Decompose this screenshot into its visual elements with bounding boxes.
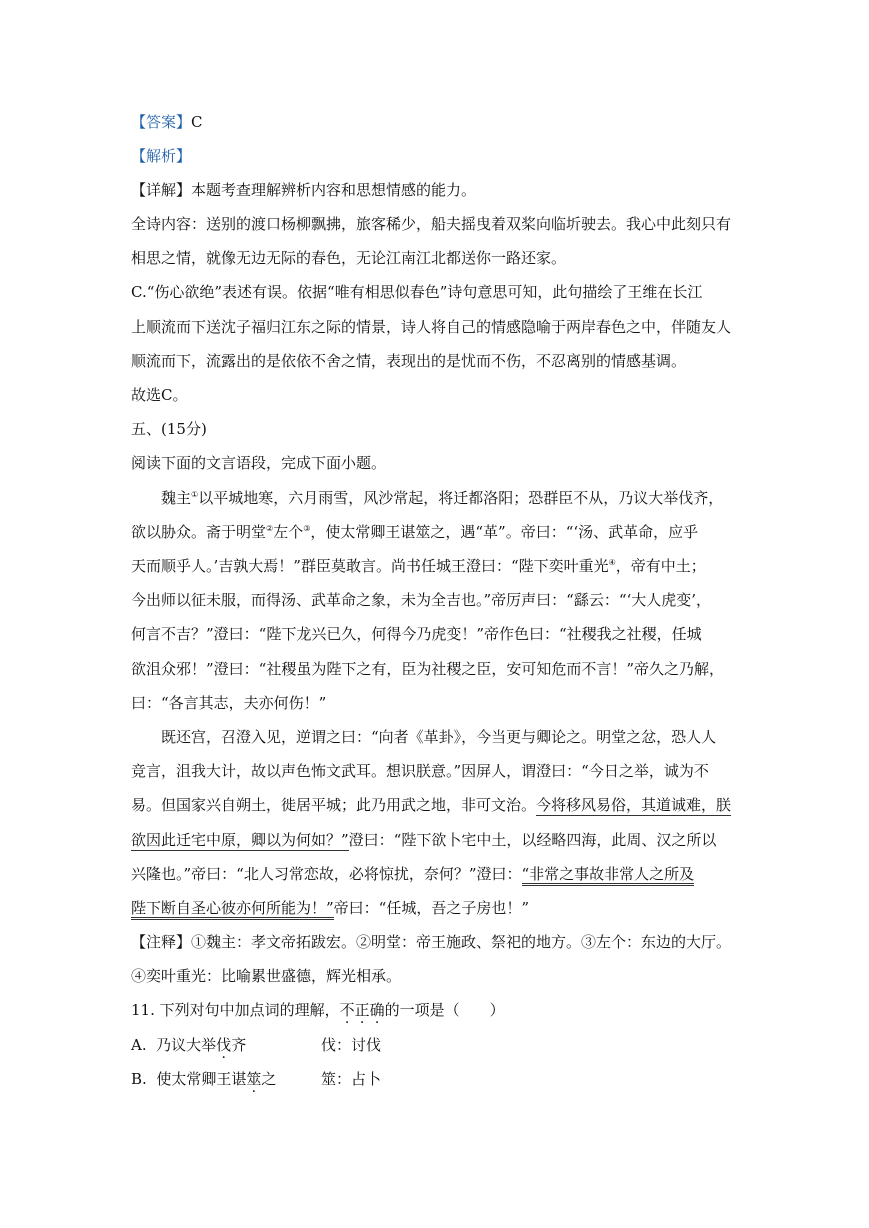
option-text: 齐 — [231, 1036, 247, 1054]
answer-value: C — [191, 113, 203, 131]
dotted-word: 筮 — [246, 1070, 262, 1088]
option-a — [131, 1035, 741, 1055]
passage-text: 澄曰：“陛下欲卜宅中土，以经略四海，此周、汉之所以 — [348, 831, 717, 849]
conclusion: 故选C。 — [131, 386, 188, 404]
detail-label: 【详解】 — [131, 181, 192, 199]
answer-label: 【答案】 — [131, 113, 192, 131]
passage-text: 以平城地寒，六月雨雪，风沙常起，将迁都洛阳；恐群臣不从，乃议大举伐齐， — [198, 489, 724, 507]
option-text: 乃议大举 — [156, 1036, 217, 1054]
double-underlined-sentence: 陛下断自圣心彼亦何所能为！” — [131, 899, 334, 920]
question-11 — [131, 1000, 741, 1020]
instruction: 阅读下面的文言语段，完成下面小题。 — [131, 454, 387, 472]
passage2-line-2: 竞言，沮我大计，故以声色怖文武耳。想识朕意。”因屏人，谓澄曰：“今日之举，诚为不 — [131, 762, 709, 780]
passage-text: 魏主 — [161, 489, 192, 507]
emphasis-char: 不 — [339, 1001, 355, 1019]
option-gloss: 筮：占卜 — [321, 1070, 382, 1088]
option-label: A. — [131, 1036, 147, 1054]
passage2-line-4 — [131, 830, 741, 850]
footnote-marker: ② — [266, 524, 274, 533]
option-c-line-2: 上顺流而下送沈子福归江东之际的情景，诗人将自己的情感隐喻于两岸春色之中，伴随友人 — [131, 318, 732, 336]
option-text: 之 — [261, 1070, 277, 1088]
passage-text: ，使太常卿王谌筮之，遇“革”。帝曰：“‘汤、武革命，应乎 — [310, 523, 699, 541]
passage1-line-7: 曰：“各言其志，夫亦何伤！” — [131, 694, 327, 712]
option-c-line-3: 顺流而下，流露出的是依依不舍之情，表现出的是忧而不伤，不忍离别的情感基调。 — [131, 352, 687, 370]
passage1-line-2 — [131, 522, 741, 542]
passage2-line-6 — [131, 898, 741, 918]
option-gloss: 伐：讨伐 — [321, 1036, 382, 1054]
passage-text: 易。但国家兴自朔土，徙居平城；此乃用武之地，非可文治。 — [131, 796, 537, 814]
underlined-sentence: 今将移风易俗，其道诚难，朕 — [536, 796, 732, 814]
passage-text: 帝曰：“任城，吾之子房也！” — [333, 899, 530, 917]
analysis-label: 【解析】 — [131, 147, 192, 165]
passage-text: 左个 — [273, 523, 304, 541]
poem-content-line-1: 全诗内容：送别的渡口杨柳飘拂，旅客稀少，船夫摇曳着双桨向临圻驶去。我心中此刻只有 — [131, 215, 732, 233]
passage1-line-3 — [131, 556, 741, 576]
passage1-line-6: 欲沮众邪！”澄曰：“社稷虽为陛下之有，臣为社稷之臣，安可知危而不言！”帝久之乃解， — [131, 660, 725, 678]
underlined-sentence: 欲因此迁宅中原，卿以为何如？” — [131, 831, 349, 849]
passage2-line-3 — [131, 795, 741, 815]
passage1-line-5: 何言不吉？”澄曰：“陛下龙兴已久，何得今乃虎变！”帝作色曰：“社稷我之社稷，任城 — [131, 625, 702, 643]
footnote-marker: ③ — [303, 524, 311, 533]
passage-text: 欲以胁众。斋于明堂 — [131, 523, 267, 541]
footnote-marker: ① — [191, 490, 199, 499]
section-heading: 五、(15分) — [131, 420, 207, 438]
passage-text: ，帝有中土； — [615, 557, 706, 575]
answer-line — [131, 112, 741, 132]
footnote-marker: ④ — [608, 558, 616, 567]
emphasis-char: 正 — [354, 1001, 370, 1019]
passage1-line-4: 今出师以征未服，而得汤、武革命之象，未为全吉也。”帝厉声曰：“繇云：“‘大人虎变’， — [131, 591, 712, 609]
passage2-line-1: 既还宫，召澄入见，逆谓之曰：“向者《革卦》，今当更与卿论之。明堂之忿，恐人人 — [161, 728, 717, 746]
poem-content-line-2: 相思之情，就像无边无际的春色，无论江南江北都送你一路还家。 — [131, 249, 567, 267]
option-b — [131, 1069, 741, 1089]
passage1-line-1 — [161, 488, 741, 508]
double-underlined-sentence: “非常之事故非常人之所及 — [522, 865, 695, 886]
passage-text: 兴隆也。”帝曰：“北人习常恋故，必将惊扰，奈何？”澄曰： — [131, 865, 522, 883]
option-label: B. — [131, 1070, 147, 1088]
emphasis-char: 确 — [369, 1001, 385, 1019]
passage2-line-5 — [131, 864, 741, 884]
question-text: 11. 下列对句中加点词的理解， — [131, 1001, 340, 1019]
dotted-word: 伐 — [216, 1036, 232, 1054]
option-c-line-1: C.“伤心欲绝”表述有误。依据“唯有相思似春色”诗句意思可知，此句描绘了王维在长江 — [131, 283, 703, 301]
detail-text: 本题考查理解辨析内容和思想情感的能力。 — [191, 181, 477, 199]
question-text: 的一项是（ ） — [384, 1001, 505, 1019]
passage-text: 天而顺乎人。’吉孰大焉！”群臣莫敢言。尚书任城王澄曰：“陛下奕叶重光 — [131, 557, 609, 575]
option-text: 使太常卿王谌 — [156, 1070, 247, 1088]
detail-line — [131, 180, 741, 200]
notes-line-2: ④奕叶重光：比喻累世盛德，辉光相承。 — [131, 967, 402, 985]
notes-line-1: 【注释】①魏主：孝文帝拓跋宏。②明堂：帝王施政、祭祀的地方。③左个：东边的大厅。 — [131, 933, 732, 951]
